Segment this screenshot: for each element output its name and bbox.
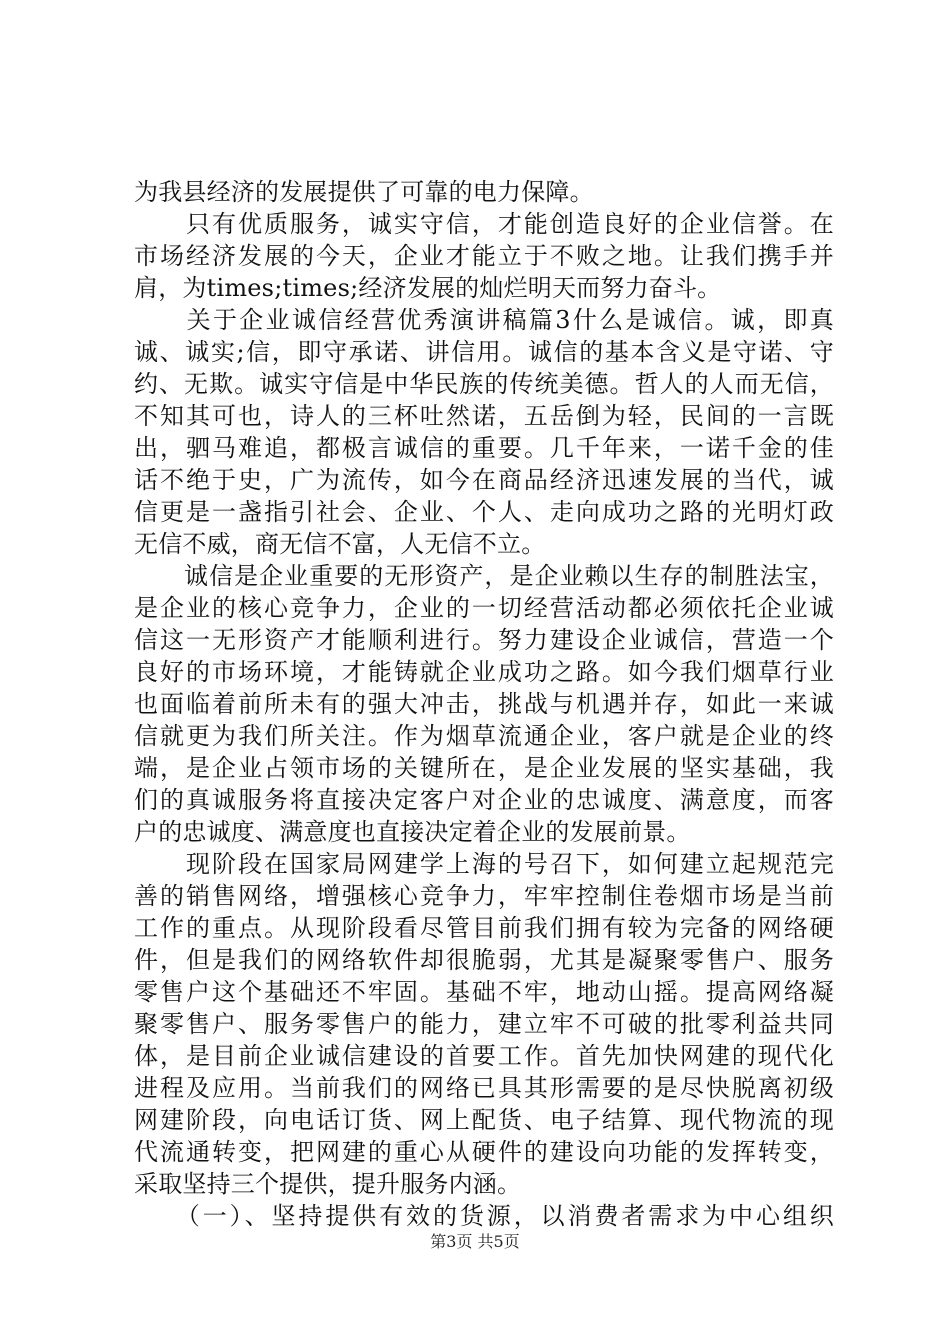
text-line: 信这一无形资产才能顺利进行。努力建设企业诚信，营造一个 (134, 626, 834, 654)
text-line: 网建阶段，向电话订货、网上配货、电子结算、现代物流的现 (134, 1106, 834, 1134)
text-line: 诚、诚实;信，即守承诺、讲信用。诚信的基本含义是守诺、守 (134, 338, 834, 366)
text-line: 话不绝于史，广为流传，如今在商品经济迅速发展的当代，诚 (134, 466, 834, 494)
document-body (134, 176, 834, 1232)
text-line: （一）、坚持提供有效的货源，以消费者需求为中心组织 (134, 1202, 834, 1230)
text-line: 只有优质服务，诚实守信，才能创造良好的企业信誉。在 (134, 210, 834, 238)
text-line: 市场经济发展的今天，企业才能立于不败之地。让我们携手并 (134, 242, 834, 270)
text-line: 为我县经济的发展提供了可靠的电力保障。 (134, 178, 594, 206)
text-line: 诚信是企业重要的无形资产，是企业赖以生存的制胜法宝， (134, 562, 834, 590)
text-line: 进程及应用。当前我们的网络已具其形需要的是尽快脱离初级 (134, 1074, 834, 1102)
text-line: 善的销售网络，增强核心竞争力，牢牢控制住卷烟市场是当前 (134, 882, 834, 910)
text-line: 采取坚持三个提供，提升服务内涵。 (134, 1170, 522, 1198)
text-line: 肩，为times;times;经济发展的灿烂明天而努力奋斗。 (134, 274, 722, 302)
text-line: 信更是一盏指引社会、企业、个人、走向成功之路的光明灯政 (134, 498, 834, 526)
text-line: 端，是企业占领市场的关键所在，是企业发展的坚实基础，我 (134, 754, 834, 782)
text-line: 聚零售户、服务零售户的能力，建立牢不可破的批零利益共同 (134, 1010, 834, 1038)
text-line: 良好的市场环境，才能铸就企业成功之路。如今我们烟草行业 (134, 658, 834, 686)
text-line: 件，但是我们的网络软件却很脆弱，尤其是凝聚零售户、服务 (134, 946, 834, 974)
text-line: 代流通转变，把网建的重心从硬件的建设向功能的发挥转变， (134, 1138, 834, 1166)
text-line: 是企业的核心竞争力，企业的一切经营活动都必须依托企业诚 (134, 594, 834, 622)
text-line: 无信不威，商无信不富，人无信不立。 (134, 530, 546, 558)
text-line: 们的真诚服务将直接决定客户对企业的忠诚度、满意度，而客 (134, 786, 834, 814)
text-line: 信就更为我们所关注。作为烟草流通企业，客户就是企业的终 (134, 722, 834, 750)
text-line: 零售户这个基础还不牢固。基础不牢，地动山摇。提高网络凝 (134, 978, 834, 1006)
text-line: 关于企业诚信经营优秀演讲稿篇3什么是诚信。诚，即真 (134, 306, 834, 334)
text-line: 出，驷马难追，都极言诚信的重要。几千年来，一诺千金的佳 (134, 434, 834, 462)
page-number-footer: 第3页 共5页 (430, 1232, 520, 1251)
text-line: 现阶段在国家局网建学上海的号召下，如何建立起规范完 (134, 850, 834, 878)
text-line: 户的忠诚度、满意度也直接决定着企业的发展前景。 (134, 818, 691, 846)
text-line: 不知其可也，诗人的三杯吐然诺，五岳倒为轻，民间的一言既 (134, 402, 834, 430)
text-line: 体，是目前企业诚信建设的首要工作。首先加快网建的现代化 (134, 1042, 834, 1070)
text-line: 工作的重点。从现阶段看尽管目前我们拥有较为完备的网络硬 (134, 914, 834, 942)
text-line: 也面临着前所未有的强大冲击，挑战与机遇并存，如此一来诚 (134, 690, 834, 718)
text-line: 约、无欺。诚实守信是中华民族的传统美德。哲人的人而无信， (134, 370, 834, 398)
